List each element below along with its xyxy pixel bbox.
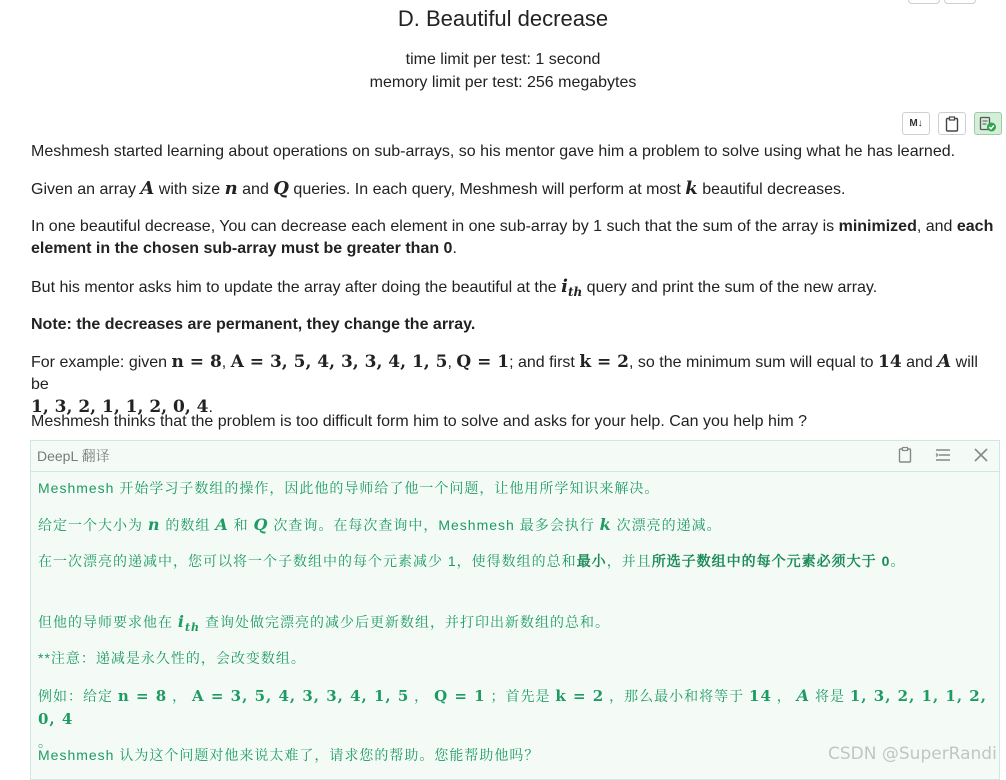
statement-toolbar	[902, 112, 1002, 135]
copy-button[interactable]	[938, 112, 966, 135]
math-var: Q	[273, 178, 289, 199]
deepl-translation-panel	[30, 440, 1000, 780]
statement-note: Note: the decreases are permanent, they change the array.	[31, 316, 476, 333]
memory-limit: memory limit per test: 256 megabytes	[369, 74, 637, 91]
deepl-header	[31, 441, 999, 472]
checked-document-icon	[979, 116, 997, 132]
problem-header	[0, 0, 1006, 94]
math-var: n	[224, 178, 238, 199]
translation-paragraph-1: Meshmesh 开始学习子数组的操作，因此他的导师给了他一个问题，让他用所学知识来解决。	[38, 480, 660, 496]
clipboard-icon	[945, 116, 959, 132]
list-icon[interactable]	[933, 445, 953, 465]
translation-note: **注意：递减是永久性的，会改变数组。	[38, 650, 306, 666]
problem-title: D. Beautiful decrease	[397, 6, 609, 31]
translate-check-button[interactable]	[974, 112, 1002, 135]
deepl-title: DeepL 翻译	[37, 448, 110, 464]
statement-example: For example: given n = 8, A = 3, 5, 4, 3, 3, 4, 1, 5, Q = 1; and first k = 2, so the minimum sum will equal to 14 and A will be 1, 3, 2, 1, 1, 2, 0, 4.	[31, 351, 978, 417]
math-var: A	[140, 178, 155, 199]
translation-paragraph-4: 但他的导师要求他在 $i_{th}$ 查询处做完漂亮的减少后更新数组，并打印出新数组的总和。	[38, 612, 610, 634]
statement-paragraph-2: Given an array A with size n and Q queries. In each query, Meshmesh will perform at most k beautiful decreases.	[31, 178, 846, 199]
watermark: CSDN @SuperRandi	[828, 744, 997, 764]
markdown-button[interactable]: M↓	[902, 112, 930, 135]
math-var: k	[685, 178, 698, 199]
time-limit: time limit per test: 1 second	[405, 51, 601, 68]
statement-paragraph-7: Meshmesh thinks that the problem is too difficult form him to solve and asks for your help. Can you help him ?	[31, 413, 808, 430]
translation-paragraph-3: 在一次漂亮的递减中，您可以将一个子数组中的每个元素减少 1，使得数组的总和最小，并且所选子数组中的每个元素必须大于 0。	[38, 553, 906, 569]
statement-paragraph-3: In one beautiful decrease, You can decrease each element in one sub-array by 1 such that the sum of the array is minimized, and each element in the chosen sub-array must be greater than 0.	[31, 218, 994, 257]
statement-paragraph-1: Meshmesh started learning about operations on sub-arrays, so his mentor gave him a problem to solve using what he has learned.	[31, 143, 956, 160]
clipboard-icon[interactable]	[895, 445, 915, 465]
translation-example: 例如：给定 n = 8 ， A = 3, 5, 4, 3, 3, 4, 1, 5 ， Q = 1 ；首先是 k = 2 ，那么最小和将等于 14 ， A 将是 1, 3, 2, 1, 1, 2, 0, 4 。	[38, 686, 987, 750]
close-icon[interactable]	[971, 445, 991, 465]
translation-paragraph-2: 给定一个大小为 n 的数组 A 和 Q 次查询。在每次查询中，Meshmesh 最多会执行 k 次漂亮的递减。	[38, 515, 722, 534]
translation-paragraph-7: Meshmesh 认为这个问题对他来说太难了，请求您的帮助。您能帮助他吗？	[38, 747, 540, 763]
statement-paragraph-4: But his mentor asks him to update the array after doing the beautiful at the $i_{th}$ query and print the sum of the new array.	[31, 276, 878, 300]
